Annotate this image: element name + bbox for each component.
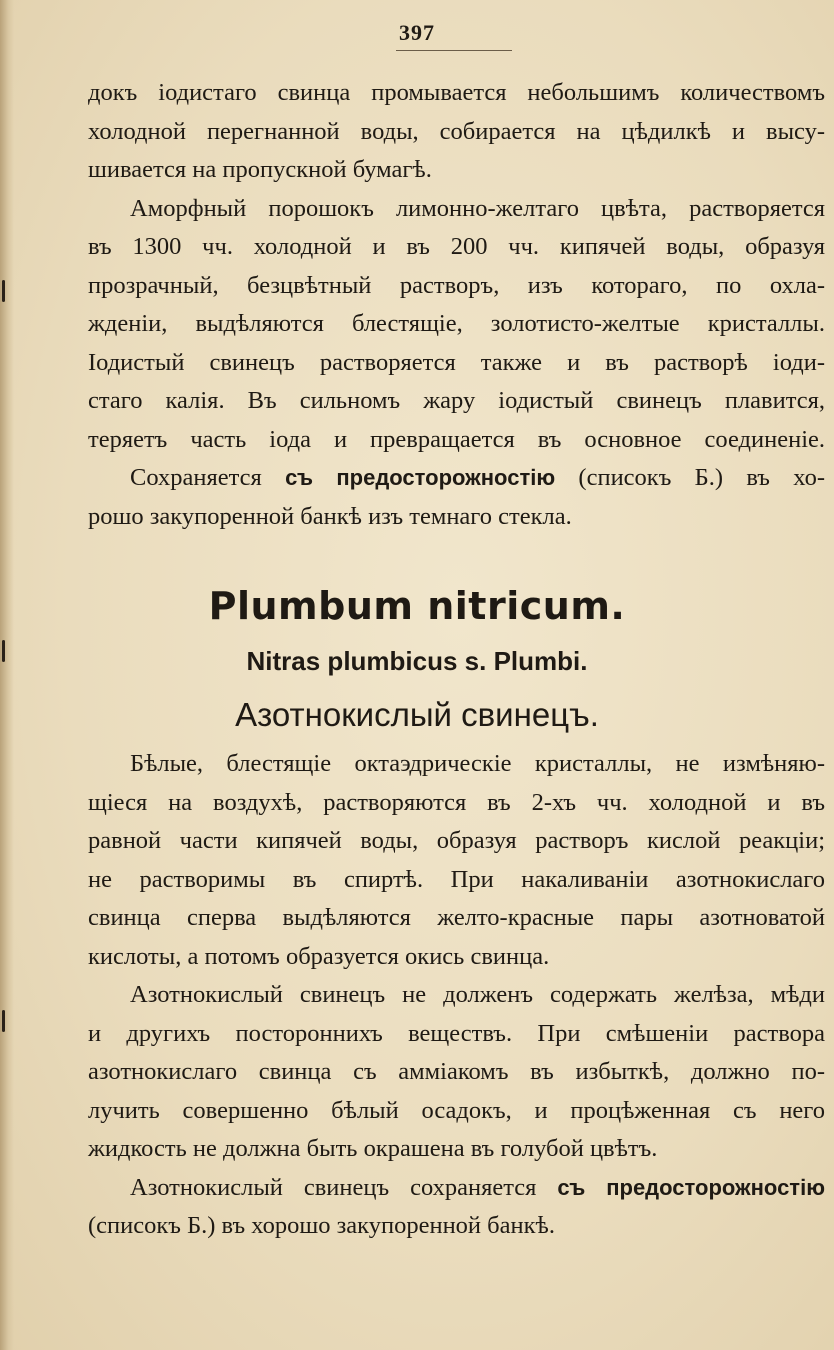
text-line: жденіи, выдѣляются блестящіе, золотисто-желтые кристаллы.	[88, 310, 825, 337]
emphasis-caution: съ предосторожностію	[557, 1174, 825, 1200]
margin-mark	[2, 280, 5, 302]
text-block-lead-nitrate	[88, 745, 825, 1246]
text-line: теряетъ часть іода и превращается въ основное соединеніе.	[88, 425, 825, 453]
text-line: рошо закупоренной банкѣ изъ темнаго стекла.	[88, 502, 572, 530]
page-number-rule	[396, 50, 512, 51]
text-run: Азотнокислый свинецъ сохраняется	[130, 1173, 558, 1201]
text-line: Азотнокислый свинецъ не долженъ содержать желѣза, мѣди	[130, 981, 825, 1008]
text-line: докъ іодистаго свинца промывается небольшимъ количествомъ	[88, 79, 825, 106]
emphasis-caution: съ предосторожностію	[285, 465, 556, 490]
text-line: шивается на пропускной бумагѣ.	[88, 156, 432, 183]
text-line	[88, 1169, 825, 1208]
page-number: 397	[399, 20, 435, 45]
text-line: азотнокислаго свинца съ амміакомъ въ избыткѣ, должно по-	[88, 1058, 825, 1085]
text-line: кислоты, а потомъ образуется окись свинца.	[88, 942, 550, 970]
text-run: Сохраняется	[130, 464, 286, 491]
text-line: жидкость не должна быть окрашена въ голубой цвѣтъ.	[88, 1135, 658, 1162]
margin-mark	[2, 1010, 5, 1032]
text-line: Бѣлые, блестящіе октаэдрическіе кристаллы, не измѣняю-	[130, 750, 825, 777]
text-line: свинца сперва выдѣляются желто-красные пары азотноватой	[88, 904, 825, 931]
text-block-lead-iodide	[88, 74, 825, 536]
latin-synonym: Nitras plumbicus s. Plumbi.	[246, 646, 588, 676]
text-line	[88, 459, 825, 498]
text-line: не растворимы въ спиртѣ. При накаливаніи азотнокислаго	[88, 865, 825, 893]
russian-name: Азотнокислый свинецъ.	[235, 696, 599, 733]
text-line: стаго калія. Въ сильномъ жару іодистый свинецъ плавится,	[88, 387, 825, 414]
text-run: (списокъ Б.) въ хо-	[555, 464, 825, 491]
text-line: лучить совершенно бѣлый осадокъ, и процѣженная съ него	[88, 1096, 825, 1124]
text-line: равной части кипячей воды, образуя растворъ кислой реакціи;	[88, 827, 825, 854]
text-line: Аморфный порошокъ лимонно-желтаго цвѣта, растворяется	[130, 194, 825, 222]
article-title: Plumbum nitricum.	[208, 584, 626, 628]
text-line: (списокъ Б.) въ хорошо закупоренной банкѣ.	[88, 1212, 555, 1239]
text-line: щіеся на воздухѣ, растворяются въ 2-хъ чч. холодной и въ	[88, 788, 825, 816]
text-line: прозрачный, безцвѣтный растворъ, изъ котораго, по охла-	[88, 271, 825, 299]
text-line: въ 1300 чч. холодной и въ 200 чч. кипячей воды, образуя	[88, 233, 825, 260]
text-line: и другихъ постороннихъ веществъ. При смѣшеніи раствора	[88, 1019, 825, 1047]
text-line: Іодистый свинецъ растворяется также и въ растворѣ іоди-	[88, 348, 825, 376]
text-line: холодной перегнанной воды, собирается на цѣдилкѣ и высу-	[88, 117, 825, 145]
